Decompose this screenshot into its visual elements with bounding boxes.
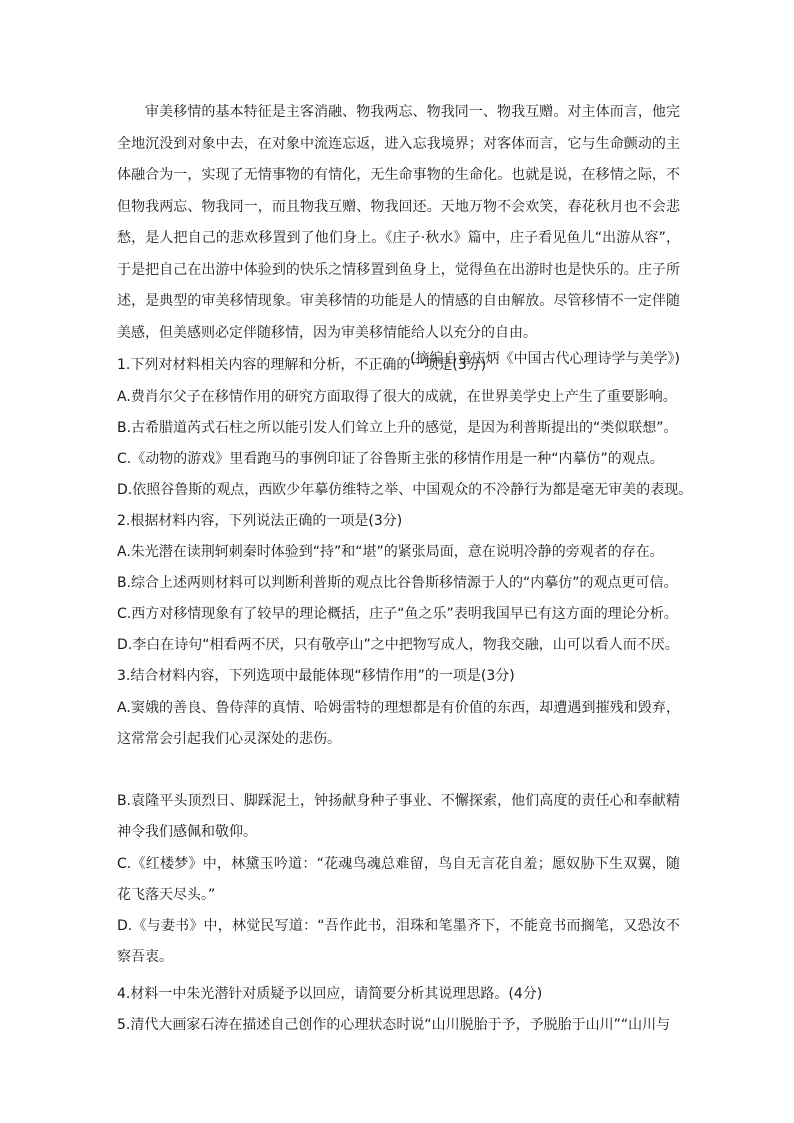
question-2-option-a: A.朱光潜在读荆轲刺秦时体验到“持”和“堪”的紧张局面，意在说明冷静的旁观者的存在。 [117, 544, 664, 560]
question-2-option-c: C.西方对移情现象有了较早的理论概括，庄子“鱼之乐”表明我国早已有这方面的理论分析。 [117, 606, 678, 622]
question-2-option-d: D.李白在诗句“相看两不厌，只有敬亭山”之中把物写成人，物我交融，山可以看人而不厌。 [117, 637, 679, 653]
question-4-stem: 4.材料一中朱光潜针对质疑予以回应，请简要分析其说理思路。(4分) [117, 986, 543, 1002]
question-3-stem: 3.结合材料内容，下列选项中最能体现“移情作用”的一项是(3分) [117, 668, 515, 684]
passage-source: (摘编自童庆炳《中国古代心理诗学与美学》) [410, 351, 680, 367]
question-2-stem: 2.根据材料内容，下列说法正确的一项是(3分) [117, 513, 403, 529]
question-3-option-a: A.窦娥的善良、鲁侍萍的真情、哈姆雷特的理想都是有价值的东西，却遭遇到摧残和毁弃，这常常会引起我们心灵深处的悲伤。 [117, 700, 680, 747]
question-3-option-c: C.《红楼梦》中，林黛玉吟道：“花魂鸟魂总难留，鸟自无言花自羞；愿奴胁下生双翼，随花飞落天尽头。” [117, 856, 680, 903]
passage-paragraph: 审美移情的基本特征是主客消融、物我两忘、物我同一、物我互赠。对主体而言，他完全地沉没到对象中去，在对象中流连忘返，进入忘我境界；对客体而言，它与生命颤动的主体融合为一，实现了无情事物的有情化，无生命事物的生命化。也就是说，在移情之际，不但物我两忘、物我同一，而且物我互赠、物我回还。天地万物不会欢笑，春花秋月也不会悲愁，是人把自己的悲欢移置到了他们身上。《庄子·秋水》篇中，庄子看见鱼儿“出游从容”，于是把自己在出游中体验到的快乐之情移置到鱼身上，觉得鱼在出游时也是快乐的。庄子所述，是典型的审美移情现象。审美移情的功能是人的情感的自由解放。尽管移情不一定伴随美感，但美感则必定伴随移情，因为审美移情能给人以充分的自由。 [117, 104, 680, 341]
question-3-option-b: B.袁隆平头顶烈日、脚踩泥土，钟扬献身种子事业、不懈探索，他们高度的责任心和奉献精神令我们感佩和敬仰。 [117, 793, 680, 840]
question-1-option-d: D.依照谷鲁斯的观点，西欧少年摹仿维特之举、中国观众的不冷静行为都是毫无审美的表现。 [117, 482, 693, 498]
question-1-option-b: B.古希腊道芮式石柱之所以能引发人们耸立上升的感觉，是因为利普斯提出的“类似联想”。 [117, 420, 678, 436]
question-1-option-a: A.费肖尔父子在移情作用的研究方面取得了很大的成就，在世界美学史上产生了重要影响。 [117, 389, 677, 405]
question-2-option-b: B.综合上述两则材料可以判断利普斯的观点比谷鲁斯移情源于人的“内摹仿”的观点更可信。 [117, 575, 678, 591]
question-1-stem: 1.下列对材料相关内容的理解和分析，不正确的一项是(3分) [117, 357, 487, 373]
question-1-option-c: C.《动物的游戏》里看跑马的事例印证了谷鲁斯主张的移情作用是一种“内摹仿”的观点。 [117, 451, 664, 467]
question-3-option-d: D.《与妻书》中，林觉民写道：“吾作此书，泪珠和笔墨齐下，不能竟书而搁笔，又恐汝不察吾衷。 [117, 918, 680, 965]
question-5-stem: 5.清代大画家石涛在描述自己创作的心理状态时说“山川脱胎于予，予脱胎于山川”“山川与 [117, 1017, 671, 1033]
